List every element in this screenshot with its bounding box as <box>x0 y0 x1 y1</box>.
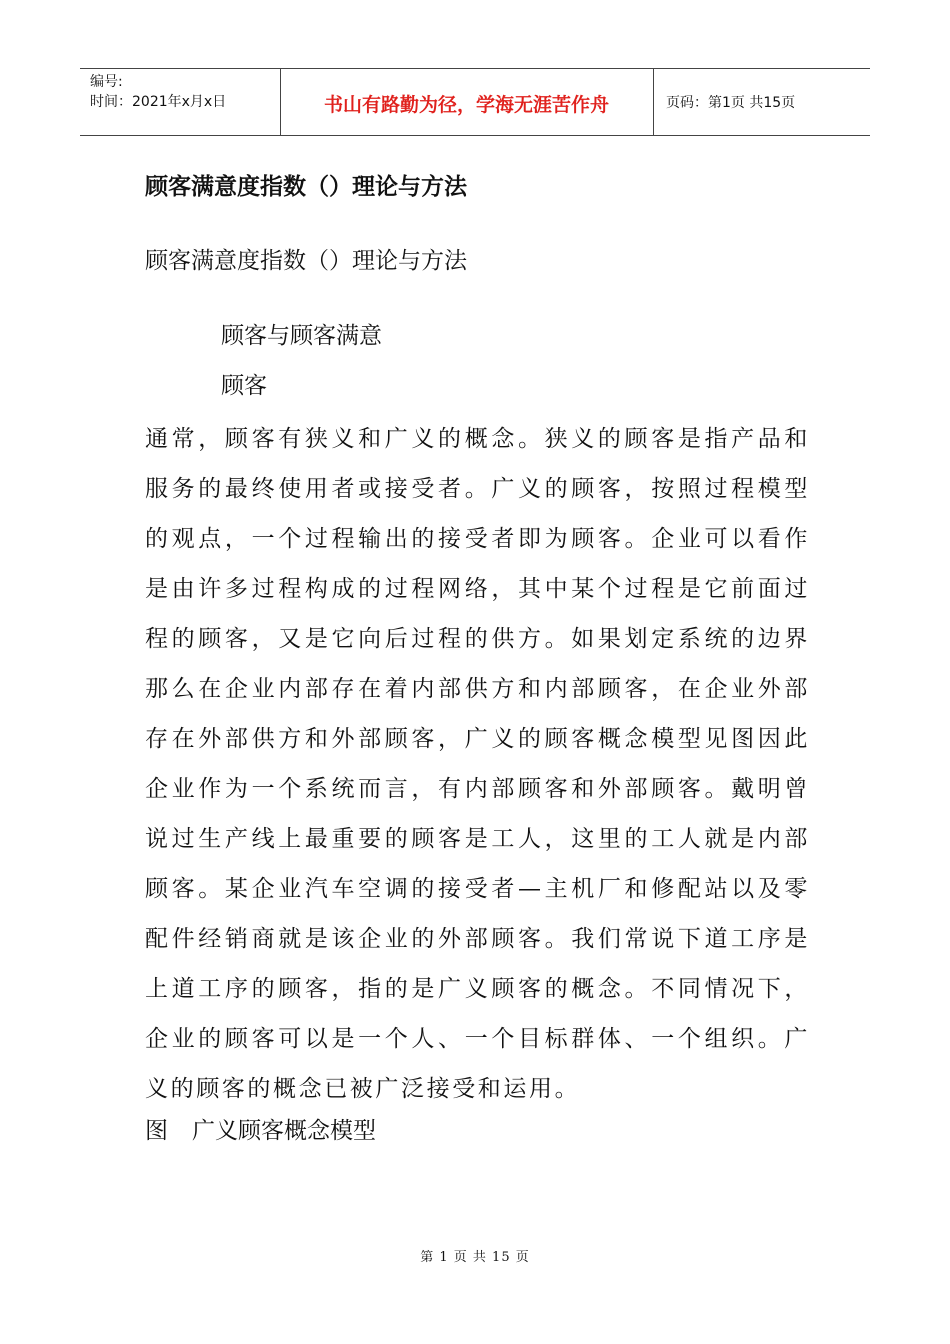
header-meta <box>90 72 226 112</box>
page-footer: 第 1 页 共 15 页 <box>420 1250 530 1265</box>
header-motto: 书山有路勤为径，学海无涯苦作舟 <box>323 94 609 116</box>
figure-caption <box>145 1112 376 1145</box>
header-page-info: 页码：第1页 共15页 <box>666 95 796 111</box>
figure-caption-text: 广义顾客概念模型 <box>192 1118 376 1144</box>
subsection-heading: 顾客 <box>221 373 267 399</box>
figure-number: 图 <box>145 1118 168 1144</box>
document-title: 顾客满意度指数（）理论与方法 <box>145 174 467 200</box>
document-subtitle: 顾客满意度指数（）理论与方法 <box>145 248 467 274</box>
page-header <box>80 68 870 136</box>
section-heading: 顾客与顾客满意 <box>221 323 382 349</box>
header-time-label: 时间：2021年x月x日 <box>90 94 227 110</box>
header-divider-right <box>653 69 654 135</box>
header-number-label: 编号: <box>90 74 123 90</box>
body-paragraph: 通常，顾客有狭义和广义的概念。狭义的顾客是指产品和服务的最终使用者或接受者。广义的顾客，按照过程模型的观点，一个过程输出的接受者即为顾客。企业可以看作是由许多过程构成的过程网络，其中某个过程是它前面过程的顾客，又是它向后过程的供方。如果划定系统的边界那么在企业内部存在着内部供方和内部顾客，在企业外部存在外部供方和外部顾客，广义的顾客概念模型见图因此企业作为一个系统而言，有内部顾客和外部顾客。戴明曾说过生产线上最重要的顾客是工人，这里的工人就是内部顾客。某企业汽车空调的接受者—主机厂和修配站以及零配件经销商就是该企业的外部顾客。我们常说下道工序是上道工序的顾客，指的是广义顾客的概念。不同情况下，企业的顾客可以是一个人、一个目标群体、一个组织。广义的顾客的概念已被广泛接受和运用。 <box>145 426 810 1102</box>
